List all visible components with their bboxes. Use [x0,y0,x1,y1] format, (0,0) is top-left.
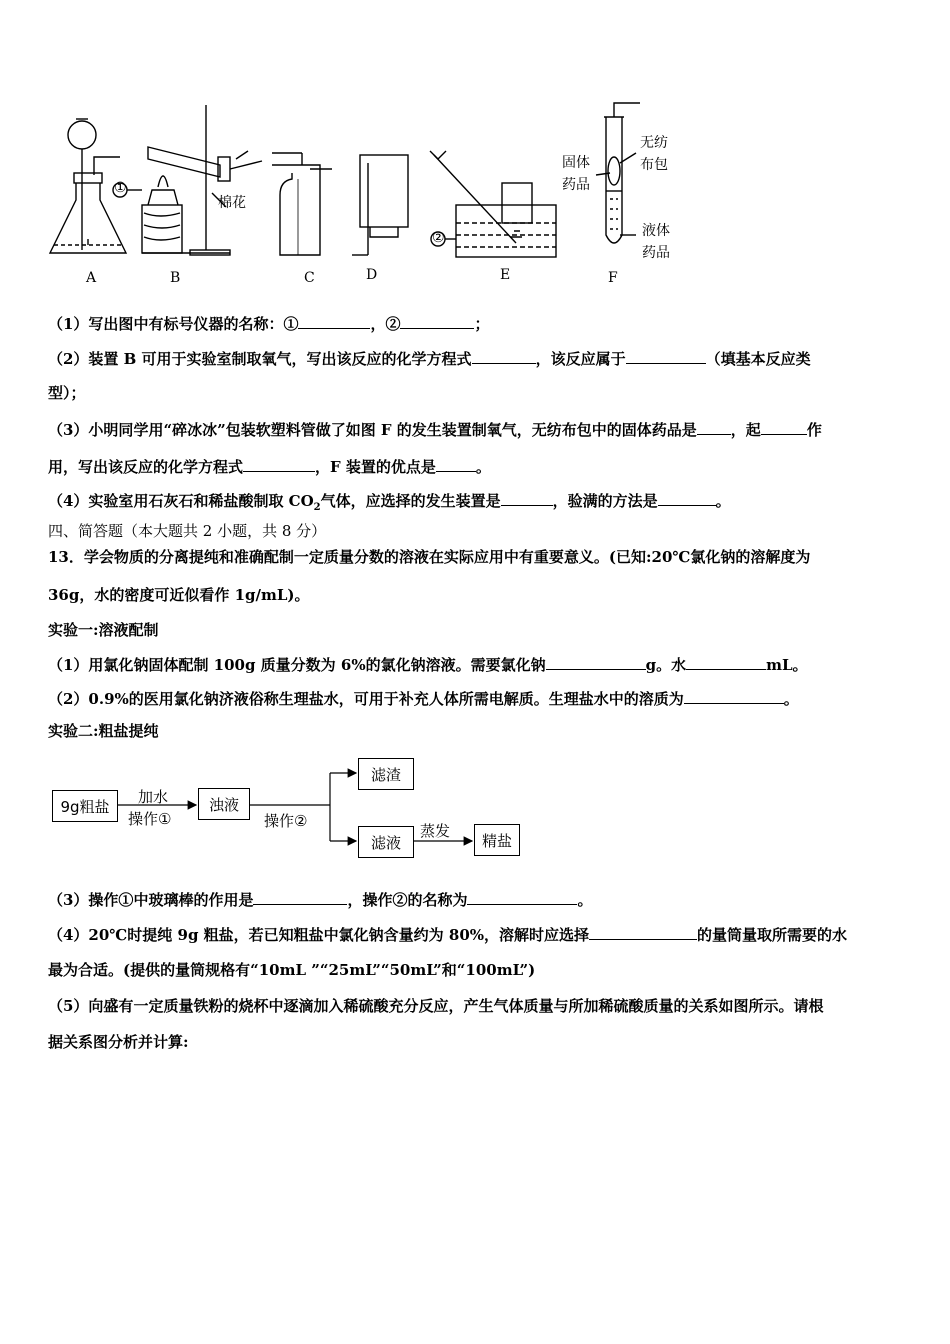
label-b: B [170,270,181,286]
question-13: 13．学会物质的分离提纯和准确配制一定质量分数的溶液在实际应用中有重要意义。(已知:20℃氯化钠的溶解度为 [48,548,811,566]
question-4: （4）实验室用石灰石和稀盐酸制取 $CO_2$气体，应选择的发生装置是 ，验满的方法是 。 [48,489,731,518]
flow-add-water: 加水 [138,788,169,806]
question-3: （3）小明同学用“碎冰冰”包装软塑料管做了如图 F 的发生装置制氧气，无纺布包中的固体药品是 ，起 作 [48,418,822,440]
label-c: C [304,270,315,286]
callout-drug1: 药品 [562,177,590,193]
question-3b: （3）操作①中玻璃棒的作用是 ，操作②的名称为 。 [48,888,592,910]
question-3-cont: 用，写出该反应的化学方程式 ，F 装置的优点是 。 [48,455,491,477]
apparatus-e [430,151,556,257]
experiment-2-title: 实验二:粗盐提纯 [48,722,159,740]
label-d: D [366,267,378,283]
callout-cotton: 棉花 [218,195,246,211]
apparatus-d [352,155,408,255]
question-5: （5）向盛有一定质量铁粉的烧杯中逐滴加入稀硫酸充分反应，产生气体质量与所加稀硫酸质量的关系如图所示。请根 [48,997,824,1015]
label-f: F [608,270,618,286]
flow-operation-1: 操作① [128,810,172,828]
callout-one: ① [114,180,127,196]
flow-turbid-liquid: 浊液 [198,788,250,820]
exp1-part-2: （2）0.9%的医用氯化钠济液俗称生理盐水，可用于补充人体所需电解质。生理盐水中的溶质为 。 [48,687,799,709]
flow-refined-salt: 精盐 [474,824,520,856]
question-4b: （4）20℃时提纯 9g 粗盐，若已知粗盐中氯化钠含量约为 80%，溶解时应选择 的量筒量取所需要的水 [48,923,847,945]
question-2: （2）装置 B 可用于实验室制取氧气，写出该反应的化学方程式 ，该反应属于 （填基本反应类 [48,347,811,369]
question-4b-cont: 最为合适。(提供的量筒规格有“10mL ”“25mL”“50mL”和“100mL”) [48,961,536,979]
callout-liquid: 液体 [642,223,670,239]
callout-nonwoven2: 布包 [640,157,668,173]
section-heading: 四、简答题（本大题共 2 小题，共 8 分） [48,522,327,540]
question-2-cont: 型）； [48,384,86,402]
flow-filtrate: 滤液 [358,826,414,858]
label-e: E [500,267,511,283]
flow-crude-salt: 9g粗盐 [52,790,118,822]
callout-nonwoven1: 无纺 [640,135,668,151]
experiment-1-title: 实验一:溶液配制 [48,621,159,639]
question-1: （1）写出图中有标号仪器的名称：① ，② ； [48,312,489,334]
question-5-cont: 据关系图分析并计算: [48,1033,189,1051]
apparatus-b [113,105,262,255]
apparatus-f [596,103,640,243]
apparatus-c [272,153,332,255]
flow-evaporate: 蒸发 [420,822,451,840]
question-13-cont: 36g，水的密度可近似看作 1g/mL)。 [48,586,310,604]
callout-drug2: 药品 [642,245,670,261]
label-a: A [86,270,97,286]
exp1-part-1: （1）用氯化钠固体配制 100g 质量分数为 6%的氯化钠溶液。需要氯化钠 g。水 mL。 [48,653,808,675]
callout-two: ② [432,230,445,246]
flow-operation-2: 操作② [264,812,308,830]
apparatus-figure [40,95,700,295]
callout-solid: 固体 [562,155,590,171]
flow-residue: 滤渣 [358,758,414,790]
